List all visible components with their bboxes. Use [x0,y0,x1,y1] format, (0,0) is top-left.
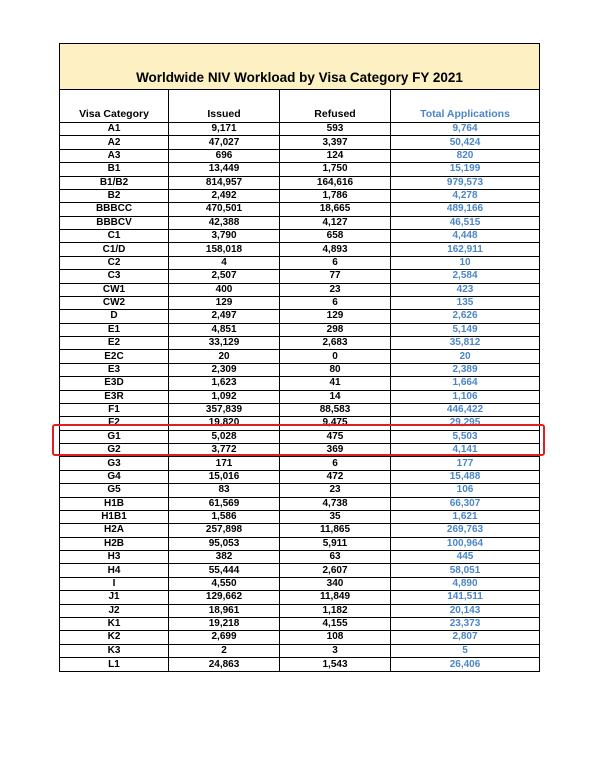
refused-cell: 2,607 [280,564,391,576]
total-applications-cell: 1,664 [452,377,478,389]
total-applications-cell: 445 [456,551,474,563]
table-row [60,230,539,243]
visa-category-cell: CW2 [60,297,169,309]
issued-cell: 24,863 [169,658,280,671]
total-applications-cell: 58,051 [449,564,481,576]
visa-category-cell: C2 [60,257,169,269]
table-row [60,645,539,658]
issued-cell: 357,839 [169,404,280,416]
issued-cell: 19,820 [169,417,280,429]
refused-cell: 164,616 [280,177,391,189]
issued-cell: 3,790 [169,230,280,242]
refused-cell: 124 [280,150,391,162]
issued-cell: 4,851 [169,324,280,336]
visa-category-cell: B2 [60,190,169,202]
issued-cell: 2,507 [169,270,280,282]
visa-category-cell: H2B [60,538,169,550]
issued-cell: 2,492 [169,190,280,202]
issued-cell: 19,218 [169,618,280,630]
table-row [60,123,539,136]
table-row [60,243,539,256]
issued-cell: 18,961 [169,605,280,617]
visa-category-cell: C1/D [60,243,169,255]
table-row [60,163,539,176]
table-row [60,538,539,551]
refused-cell: 1,543 [280,658,391,671]
table-row [60,578,539,591]
visa-category-cell: C1 [60,230,169,242]
refused-cell: 108 [280,631,391,643]
refused-cell: 23 [280,284,391,296]
total-applications-cell: 4,278 [452,190,478,202]
issued-cell: 814,957 [169,177,280,189]
refused-cell: 1,786 [280,190,391,202]
table-row [60,591,539,604]
refused-cell: 41 [280,377,391,389]
issued-cell: 129,662 [169,591,280,603]
visa-category-cell: H3 [60,551,169,563]
table-row [60,310,539,323]
refused-cell: 0 [280,350,391,362]
table-row [60,284,539,297]
niv-workload-table [59,43,540,672]
visa-category-cell: E2 [60,337,169,349]
total-applications-cell: 23,373 [449,618,481,630]
total-applications-cell: 50,424 [449,136,481,148]
table-row [60,631,539,644]
refused-cell: 593 [280,123,391,135]
visa-category-cell: K1 [60,618,169,630]
total-applications-cell: 46,515 [449,216,481,228]
table-row [60,564,539,577]
total-applications-cell: 423 [456,283,474,295]
refused-cell: 129 [280,310,391,322]
table-row [60,136,539,149]
total-applications-cell: 15,488 [449,470,481,482]
refused-cell: 3 [280,645,391,657]
issued-cell: 129 [169,297,280,309]
header-issued: Issued [169,90,280,122]
table-header-row [60,90,539,123]
table-row [60,203,539,216]
table-title: Worldwide NIV Workload by Visa Category FY 2021 [60,44,539,90]
issued-cell: 4 [169,257,280,269]
issued-cell: 4,550 [169,578,280,590]
issued-cell: 2,699 [169,631,280,643]
visa-category-cell: A3 [60,150,169,162]
refused-cell: 5,911 [280,538,391,550]
table-row [60,324,539,337]
refused-cell: 9,475 [280,417,391,429]
total-applications-cell: 5,503 [452,430,478,442]
table-row [60,471,539,484]
visa-category-cell: A2 [60,136,169,148]
visa-category-cell: L1 [60,658,169,671]
table-row [60,431,539,444]
total-applications-cell: 2,584 [452,270,478,282]
refused-cell: 23 [280,484,391,496]
issued-cell: 171 [169,457,280,469]
total-applications-cell: 35,812 [449,337,481,349]
total-applications-cell: 2,389 [452,363,478,375]
visa-category-cell: G5 [60,484,169,496]
visa-category-cell: E3R [60,391,169,403]
total-applications-cell: 269,763 [446,524,484,536]
issued-cell: 2,309 [169,364,280,376]
table-row [60,511,539,524]
visa-category-cell: B1 [60,163,169,175]
issued-cell: 470,501 [169,203,280,215]
issued-cell: 2,497 [169,310,280,322]
visa-category-cell: K2 [60,631,169,643]
refused-cell: 6 [280,457,391,469]
header-total-applications: Total Applications [420,108,510,120]
table-row [60,391,539,404]
refused-cell: 6 [280,297,391,309]
visa-category-cell: E3 [60,364,169,376]
table-row [60,417,539,430]
refused-cell: 6 [280,257,391,269]
total-applications-cell: 4,141 [452,444,478,456]
visa-category-cell: B1/B2 [60,177,169,189]
refused-cell: 1,750 [280,163,391,175]
visa-category-cell: BBBCC [60,203,169,215]
table-row [60,605,539,618]
table-row [60,404,539,417]
refused-cell: 80 [280,364,391,376]
total-applications-cell: 10 [459,256,471,268]
total-applications-cell: 2,626 [452,310,478,322]
refused-cell: 472 [280,471,391,483]
table-row [60,484,539,497]
table-row [60,337,539,350]
table-row [60,217,539,230]
refused-cell: 88,583 [280,404,391,416]
refused-cell: 77 [280,270,391,282]
issued-cell: 42,388 [169,217,280,229]
total-applications-cell: 15,199 [449,163,481,175]
visa-category-cell: E3D [60,377,169,389]
refused-cell: 369 [280,444,391,456]
total-applications-cell: 100,964 [446,537,484,549]
issued-cell: 9,171 [169,123,280,135]
total-applications-cell: 1,621 [452,511,478,523]
refused-cell: 63 [280,551,391,563]
table-row [60,498,539,511]
total-applications-cell: 177 [456,457,474,469]
table-row [60,270,539,283]
visa-category-cell: F2 [60,417,169,429]
visa-category-cell: E2C [60,350,169,362]
visa-category-cell: G4 [60,471,169,483]
issued-cell: 382 [169,551,280,563]
refused-cell: 658 [280,230,391,242]
issued-cell: 257,898 [169,524,280,536]
refused-cell: 4,127 [280,217,391,229]
table-row [60,190,539,203]
total-applications-cell: 106 [456,484,474,496]
visa-category-cell: H1B [60,498,169,510]
issued-cell: 2 [169,645,280,657]
total-applications-cell: 26,406 [449,658,481,670]
table-row [60,524,539,537]
table-row [60,350,539,363]
refused-cell: 475 [280,431,391,443]
issued-cell: 61,569 [169,498,280,510]
table-row [60,457,539,470]
visa-category-cell: F1 [60,404,169,416]
refused-cell: 298 [280,324,391,336]
table-row [60,297,539,310]
refused-cell: 35 [280,511,391,523]
visa-category-cell: C3 [60,270,169,282]
table-row [60,364,539,377]
issued-cell: 1,092 [169,391,280,403]
issued-cell: 15,016 [169,471,280,483]
total-applications-cell: 135 [456,297,474,309]
issued-cell: 400 [169,284,280,296]
visa-category-cell: H1B1 [60,511,169,523]
total-applications-cell: 20,143 [449,604,481,616]
visa-category-cell: A1 [60,123,169,135]
table-row [60,551,539,564]
refused-cell: 4,893 [280,243,391,255]
issued-cell: 47,027 [169,136,280,148]
issued-cell: 1,586 [169,511,280,523]
total-applications-cell: 141,511 [447,591,483,603]
issued-cell: 1,623 [169,377,280,389]
visa-category-cell: J2 [60,605,169,617]
visa-category-cell: H4 [60,564,169,576]
total-applications-cell: 4,890 [452,577,478,589]
refused-cell: 1,182 [280,605,391,617]
total-applications-cell: 1,106 [452,390,478,402]
visa-category-cell: BBBCV [60,217,169,229]
issued-cell: 5,028 [169,431,280,443]
total-applications-cell: 489,166 [446,203,484,215]
total-applications-cell: 20 [459,350,471,362]
total-applications-cell: 162,911 [447,243,483,255]
table-row [60,618,539,631]
refused-cell: 11,865 [280,524,391,536]
issued-cell: 20 [169,350,280,362]
visa-category-cell: K3 [60,645,169,657]
visa-category-cell: CW1 [60,284,169,296]
total-applications-cell: 820 [456,149,474,161]
refused-cell: 3,397 [280,136,391,148]
refused-cell: 18,665 [280,203,391,215]
visa-category-cell: J1 [60,591,169,603]
refused-cell: 2,683 [280,337,391,349]
refused-cell: 14 [280,391,391,403]
issued-cell: 83 [169,484,280,496]
total-applications-cell: 4,448 [452,230,478,242]
visa-category-cell: G2 [60,444,169,456]
issued-cell: 95,053 [169,538,280,550]
total-applications-cell: 9,764 [452,123,478,135]
total-applications-cell: 5 [462,644,468,656]
total-applications-cell: 979,573 [446,176,484,188]
table-body [60,123,539,671]
total-applications-cell: 2,807 [452,631,478,643]
table-row [60,257,539,270]
issued-cell: 13,449 [169,163,280,175]
issued-cell: 33,129 [169,337,280,349]
issued-cell: 158,018 [169,243,280,255]
total-applications-cell: 446,422 [446,404,484,416]
issued-cell: 696 [169,150,280,162]
table-row [60,444,539,457]
table-row [60,377,539,390]
header-refused: Refused [280,90,391,122]
refused-cell: 340 [280,578,391,590]
table-row [60,658,539,671]
visa-category-cell: G1 [60,431,169,443]
total-applications-cell: 66,307 [449,497,481,509]
table-row [60,177,539,190]
issued-cell: 55,444 [169,564,280,576]
refused-cell: 11,849 [280,591,391,603]
total-applications-cell: 29,295 [449,417,481,429]
refused-cell: 4,738 [280,498,391,510]
visa-category-cell: D [60,310,169,322]
visa-category-cell: E1 [60,324,169,336]
visa-category-cell: G3 [60,457,169,469]
issued-cell: 3,772 [169,444,280,456]
header-visa-category: Visa Category [60,90,169,122]
total-applications-cell: 5,149 [452,323,478,335]
refused-cell: 4,155 [280,618,391,630]
table-row [60,150,539,163]
visa-category-cell: H2A [60,524,169,536]
visa-category-cell: I [60,578,169,590]
